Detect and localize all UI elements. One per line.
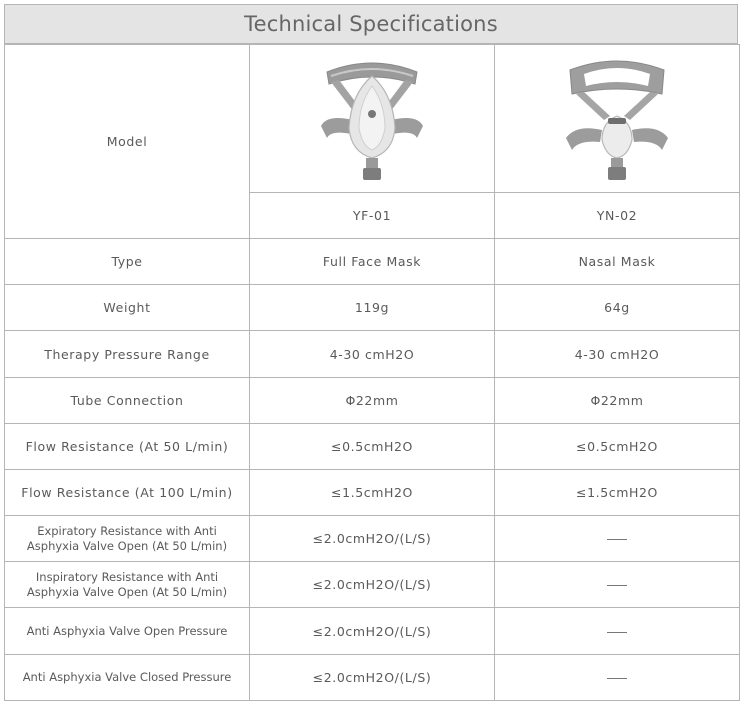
row-value: ≤1.5cmH2O: [250, 470, 495, 516]
table-title: Technical Specifications: [4, 4, 738, 44]
row-value: Φ22mm: [250, 378, 495, 424]
row-label-line: Asphyxia Valve Open (At 50 L/min): [26, 538, 228, 553]
row-label-line: Expiratory Resistance with Anti: [37, 523, 217, 538]
model-yf01: YF-01: [250, 193, 495, 239]
full-face-mask-image: [317, 54, 427, 184]
row-value: Φ22mm: [495, 378, 740, 424]
row-label-line: Asphyxia Valve Open (At 50 L/min): [26, 584, 228, 599]
row-value: ≤2.0cmH2O/(L/S): [250, 655, 495, 701]
row-label: Anti Asphyxia Valve Open Pressure: [5, 608, 250, 655]
row-value: 119g: [250, 285, 495, 331]
table-row: [5, 562, 740, 608]
table-row: [5, 424, 740, 470]
row-label: Therapy Pressure Range: [5, 331, 250, 378]
table-row: [5, 331, 740, 378]
row-label: Anti Asphyxia Valve Closed Pressure: [5, 655, 250, 701]
row-value: 4-30 cmH2O: [250, 331, 495, 378]
row-label: Flow Resistance (At 50 L/min): [5, 424, 250, 470]
product-image-cell: [495, 45, 740, 193]
row-value: 64g: [495, 285, 740, 331]
table-row: [5, 516, 740, 562]
spec-table-container: [4, 4, 738, 701]
table-row: [5, 655, 740, 701]
table-row: [5, 470, 740, 516]
row-value: ≤1.5cmH2O: [495, 470, 740, 516]
spec-table: [4, 44, 740, 701]
row-label: [5, 562, 250, 608]
dash-icon: [607, 632, 627, 633]
row-label: [5, 516, 250, 562]
row-value: ≤2.0cmH2O/(L/S): [250, 608, 495, 655]
product-image-cell: [250, 45, 495, 193]
row-value: ≤0.5cmH2O: [495, 424, 740, 470]
table-row: [5, 45, 740, 193]
nasal-mask-image: [562, 54, 672, 184]
row-value: Nasal Mask: [495, 239, 740, 285]
row-value: 4-30 cmH2O: [495, 331, 740, 378]
row-label: Flow Resistance (At 100 L/min): [5, 470, 250, 516]
row-label: Tube Connection: [5, 378, 250, 424]
row-label: Weight: [5, 285, 250, 331]
row-value: ≤2.0cmH2O/(L/S): [250, 562, 495, 608]
table-row: [5, 239, 740, 285]
row-label: Type: [5, 239, 250, 285]
model-yn02: YN-02: [495, 193, 740, 239]
row-value-empty: [495, 562, 740, 608]
model-label: Model: [5, 45, 250, 239]
row-value-empty: [495, 655, 740, 701]
row-value-empty: [495, 608, 740, 655]
dash-icon: [607, 539, 627, 540]
row-value-empty: [495, 516, 740, 562]
table-row: [5, 378, 740, 424]
table-row: [5, 608, 740, 655]
row-label-line: Inspiratory Resistance with Anti: [35, 569, 219, 584]
row-value: ≤0.5cmH2O: [250, 424, 495, 470]
dash-icon: [607, 678, 627, 679]
dash-icon: [607, 585, 627, 586]
table-row: [5, 285, 740, 331]
row-value: Full Face Mask: [250, 239, 495, 285]
row-value: ≤2.0cmH2O/(L/S): [250, 516, 495, 562]
